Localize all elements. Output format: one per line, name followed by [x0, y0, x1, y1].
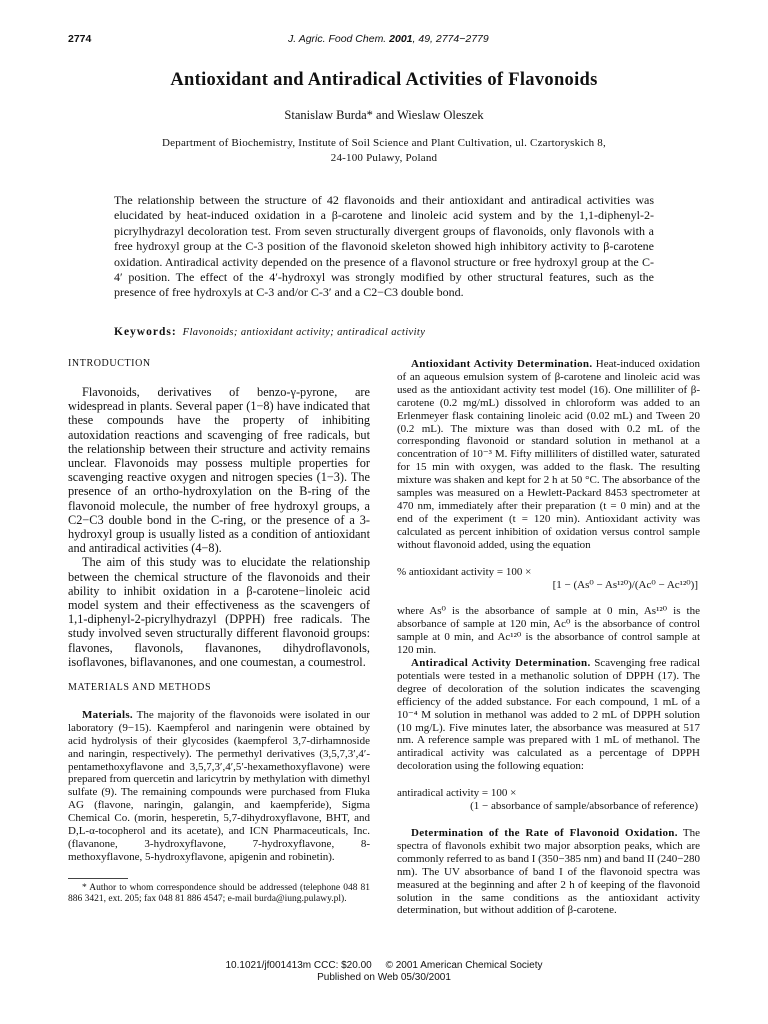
- journal-name: J. Agric. Food Chem.: [288, 33, 387, 45]
- keywords-label: Keywords:: [114, 326, 177, 338]
- equation-antiradical-line-2: (1 − absorbance of sample/absorbance of reference): [470, 800, 698, 813]
- equation-antioxidant-where: where As⁰ is the absorbance of sample at 0 min, As¹²⁰ is the absorbance of sample at 120 min, Ac⁰ is the absorbance of control sample at 0 min, and Ac¹²⁰ is the absorbance of control sample at 120 min.: [397, 605, 700, 657]
- doi-copyright-line: 10.1021/jf001413m CCC: $20.00 © 2001 American Chemical Society: [225, 960, 543, 971]
- antiradical-runin-heading: Antiradical Activity Determination.: [411, 657, 591, 670]
- journal-volume-pages: 49, 2774−2779: [418, 33, 489, 45]
- page-number: 2774: [68, 33, 92, 45]
- antioxidant-text: Heat-induced oxidation of an aqueous emulsion system of β-carotene and linoleic acid was used as the antioxidant activity test model (16). One milliliter of β-carotene (0.2 mg/mL) dissolved in chloroform was added to an Erlenmeyer flask containing linoleic acid (0.02 mL) and Tween 20 (0.2 mL). The mixture was than dosed with 0.2 mL of the corresponding flavonoid or standard solution in methanol at a concentration of 10⁻³ M. Fifty milliliters of distilled water, saturated for 15 min with oxygen, was added to the flask. The resulting mixture was shaken and kept for 2 h at 50 °C. The absorbance of the samples was measured on a Hewlett-Packard 8453 spectrometer at 470 nm, immediately after their preparation (t = 0 min) and at the end of the experiment (t = 120 min). Antioxidant activity was calculated as percent inhibition of oxidation versus control sample without flavonoid added, using the equation: [397, 358, 700, 551]
- equation-antiradical-line-1: antiradical activity = 100 ×: [397, 787, 517, 800]
- abstract: The relationship between the structure of 42 flavonoids and their antioxidant and antiradical activities was elucidated by heat-induced oxidation in a β-carotene and linoleic acid system and by the 1,1-diphenyl-2-picrylhydrazyl decoloration test. From seven structurally divergent groups of flavonoids, only flavonols with a free hydroxyl group at the C-3 position of the flavonoid skeleton showed high inhibitory activity to β-carotene oxidation. Antiradical activity depended on the presence of a flavonol structure or free hydroxyl group at the C-4′ position. The effect of the 4′-hydroxyl was strongly modified by other structural features, such as the presence of free hydroxyls at C-3 and/or C-3′ and a C2−C3 double bond.: [114, 193, 654, 300]
- antiradical-text: Scavenging free radical potentials were tested in a methanolic solution of DPPH (17). The degree of decoloration of the solution indicates the scavenging efficiency of the added substance. For each compound, 1 mL of a 10⁻⁴ M solution in methanol was added to 2 mL of DPPH solution (10 mg/L). Five minutes later, the absorbance was measured at 517 nm. A reference sample was prepared with 1 mL of methanol. The antiradical activity was calculated as a percentage of DPPH decoloration using the following equation:: [397, 657, 700, 773]
- antioxidant-runin-heading: Antioxidant Activity Determination.: [411, 358, 593, 370]
- journal-reference: J. Agric. Food Chem. 2001, 49, 2774−2779: [288, 33, 489, 45]
- journal-year: 2001: [389, 33, 413, 45]
- publication-date-line: Published on Web 05/30/2001: [317, 972, 451, 983]
- antiradical-paragraph: [397, 657, 700, 773]
- section-heading-materials-methods: MATERIALS AND METHODS: [68, 681, 212, 693]
- intro-paragraph-2: The aim of this study was to elucidate the relationship between the chemical structure of the flavonoids and their ability to inhibit oxidation in a β-carotene−linoleic acid model system and their effectiveness as the scavengers of 1,1-diphenyl-2-picrylhydrazyl (DPPH) free radicals. The study involved seven structurally different flavonoid groups: flavones, flavonols, flavanones, dihydroflavonols, isoflavones, biflavanones, and one coumestan, a coumestrol.: [68, 555, 370, 669]
- materials-runin-heading: Materials.: [82, 708, 133, 721]
- left-column: [68, 358, 370, 906]
- page-footer: [0, 960, 768, 984]
- keywords-text: Flavonoids; antioxidant activity; antiradical activity: [182, 327, 426, 338]
- right-column: [397, 358, 700, 917]
- footnote-rule: [68, 878, 128, 879]
- materials-text: The majority of the flavonoids were isolated in our laboratory (9−15). Kaempferol and naringenin were obtained by acid hydrolysis of their glycosides (kaempferol 3,7-dirhamnoside and naringin, respectively). The permethyl derivatives (3,5,7,3′,4′-pentamethoxyflavone and 3,5,7,3′,4′,5′-hexamethoxyflavone) were prepared from quercetin and laricytrin by methylation with dimethyl sulfate (9). The remaining compounds were purchased from Fluka AG (flavone, naringin, galangin, and kaempferide), Sigma Chemical Co. (morin, hesperetin, 5,7-dihydroxyflavone, BHT, and D,L-α-tocopherol and its acetate), and ICN Pharmaceuticals, Inc. (flavanone, 3-hydroxyflavone, 7-hydroxyflavone, 8-methoxyflavone, 5-hydroxyflavone, apigenin and robinetin).: [68, 708, 370, 863]
- keywords: [114, 326, 425, 338]
- section-heading-introduction: INTRODUCTION: [68, 358, 151, 369]
- authors: Stanislaw Burda* and Wieslaw Oleszek: [284, 108, 484, 122]
- article-title: Antioxidant and Antiradical Activities of Flavonoids: [170, 70, 598, 90]
- intro-paragraph-1: Flavonoids, derivatives of benzo-γ-pyrone, are widespread in plants. Several paper (1−8) have indicated that these compounds have the property of inhibiting autoxidation reactions and scavenging of free radicals, but the relationship between their structure and activity remains unclear. Flavonoids may possess multiple properties for scavenging reactive oxygen and nitrogen species (1−3). The presence of an ortho-hydroxylation on the B-ring of the flavonoid molecule, the number of free hydroxyl groups, a C2−C3 double bond in the C-ring, or the presence of a 3-hydroxyl group is usually listed as a condition of antioxidant and antiradical activities (4−8).: [68, 384, 370, 556]
- oxidation-rate-runin-heading: Determination of the Rate of Flavonoid Oxidation.: [411, 827, 678, 839]
- antioxidant-paragraph: [397, 358, 700, 552]
- oxidation-rate-text: The spectra of flavonols exhibit two major absorption peaks, which are commonly referred to as band I (350−385 nm) and band II (240−280 nm). The UV absorbance of band I of the flavonoid spectra was measured at the beginning and after 2 h of keeping of the flavonoid solution in the same conditions as the antioxidant activity determination, but without addition of β-carotene.: [397, 827, 700, 917]
- affiliation-line-2: 24-100 Pulawy, Poland: [330, 151, 438, 164]
- affiliation-line-1: Department of Biochemistry, Institute of Soil Science and Plant Cultivation, ul. Czartoryskich 8,: [162, 137, 606, 149]
- affiliation: [0, 136, 768, 165]
- corresponding-author-footnote: * Author to whom correspondence should be addressed (telephone 048 81 886 3421, ext. 205; fax 048 81 886 4547; e-mail burda@iung.pulawy.pl).: [68, 882, 370, 905]
- equation-antioxidant-line-1: % antioxidant activity = 100 ×: [397, 565, 532, 578]
- materials-paragraph: [68, 709, 370, 864]
- oxidation-rate-paragraph: [397, 827, 700, 917]
- equation-antioxidant-line-2: [1 − (As⁰ − As¹²⁰)/(Ac⁰ − Ac¹²⁰)]: [552, 578, 698, 591]
